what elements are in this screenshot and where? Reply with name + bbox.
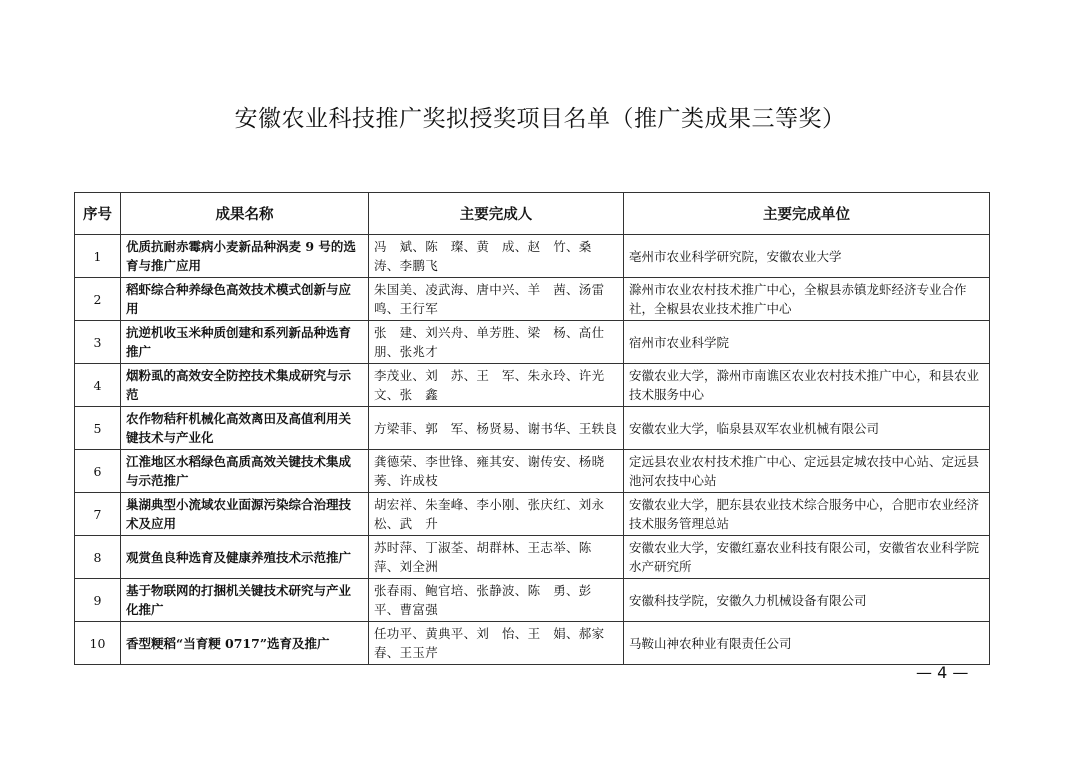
row-units: 滁州市农业农村技术推广中心，全椒县赤镇龙虾经济专业合作社，全椒县农业技术推广中心 xyxy=(624,278,990,321)
row-index: 8 xyxy=(75,536,121,579)
row-people: 龚德荣、李世锋、雍其安、谢传安、杨晓莠、许成枝 xyxy=(369,450,624,493)
table-header-row xyxy=(75,193,990,235)
row-units: 安徽科技学院，安徽久力机械设备有限公司 xyxy=(624,579,990,622)
row-units: 宿州市农业科学院 xyxy=(624,321,990,364)
page-number: — 4 — xyxy=(916,663,969,682)
row-project-name: 江淮地区水稻绿色高质高效关键技术集成与示范推广 xyxy=(121,450,369,493)
row-units: 定远县农业农村技术推广中心、定远县定城农技中心站、定远县池河农技中心站 xyxy=(624,450,990,493)
table-row xyxy=(75,235,990,278)
row-index: 4 xyxy=(75,364,121,407)
row-units: 亳州市农业科学研究院，安徽农业大学 xyxy=(624,235,990,278)
award-table xyxy=(74,192,990,665)
row-people: 张 建、刘兴舟、单芳胜、梁 杨、高仕朋、张兆才 xyxy=(369,321,624,364)
row-project-name: 烟粉虱的高效安全防控技术集成研究与示范 xyxy=(121,364,369,407)
row-people: 苏时萍、丁淑荃、胡群林、王志举、陈 萍、刘全洲 xyxy=(369,536,624,579)
table-row xyxy=(75,450,990,493)
row-units: 安徽农业大学，滁州市南谯区农业农村技术推广中心，和县农业技术服务中心 xyxy=(624,364,990,407)
row-index: 5 xyxy=(75,407,121,450)
table-row xyxy=(75,407,990,450)
header-index: 序号 xyxy=(75,193,121,235)
row-units: 安徽农业大学，临泉县双军农业机械有限公司 xyxy=(624,407,990,450)
table-row xyxy=(75,278,990,321)
row-project-name: 巢湖典型小流域农业面源污染综合治理技术及应用 xyxy=(121,493,369,536)
row-people: 任功平、黄典平、刘 怡、王 娟、郝家春、王玉芹 xyxy=(369,622,624,665)
row-project-name: 抗逆机收玉米种质创建和系列新品种选育推广 xyxy=(121,321,369,364)
row-index: 9 xyxy=(75,579,121,622)
row-index: 3 xyxy=(75,321,121,364)
row-project-name: 优质抗耐赤霉病小麦新品种涡麦 9 号的选育与推广应用 xyxy=(121,235,369,278)
row-units: 安徽农业大学，肥东县农业技术综合服务中心，合肥市农业经济技术服务管理总站 xyxy=(624,493,990,536)
table-row xyxy=(75,579,990,622)
document-title: 安徽农业科技推广奖拟授奖项目名单（推广类成果三等奖） xyxy=(234,106,846,132)
table-row xyxy=(75,536,990,579)
header-main-units: 主要完成单位 xyxy=(624,193,990,235)
row-project-name: 香型粳稻“当育粳 0717”选育及推广 xyxy=(121,622,369,665)
row-index: 6 xyxy=(75,450,121,493)
row-people: 方梁菲、郭 军、杨贤易、谢书华、王轶良 xyxy=(369,407,624,450)
table-row xyxy=(75,321,990,364)
row-people: 朱国美、凌武海、唐中兴、羊 茜、汤雷鸣、王行军 xyxy=(369,278,624,321)
row-project-name: 稻虾综合种养绿色高效技术模式创新与应用 xyxy=(121,278,369,321)
row-project-name: 基于物联网的打捆机关键技术研究与产业化推广 xyxy=(121,579,369,622)
row-people: 冯 斌、陈 璨、黄 成、赵 竹、桑 涛、李鹏飞 xyxy=(369,235,624,278)
row-index: 2 xyxy=(75,278,121,321)
table-row xyxy=(75,493,990,536)
header-project-name: 成果名称 xyxy=(121,193,369,235)
row-units: 马鞍山神农种业有限责任公司 xyxy=(624,622,990,665)
row-project-name: 观赏鱼良种选育及健康养殖技术示范推广 xyxy=(121,536,369,579)
row-project-name: 农作物秸秆机械化高效离田及高值利用关键技术与产业化 xyxy=(121,407,369,450)
row-people: 张春雨、鲍官培、张静波、陈 勇、彭 平、曹富强 xyxy=(369,579,624,622)
header-main-people: 主要完成人 xyxy=(369,193,624,235)
table-row xyxy=(75,364,990,407)
row-index: 10 xyxy=(75,622,121,665)
row-units: 安徽农业大学，安徽红嘉农业科技有限公司，安徽省农业科学院水产研究所 xyxy=(624,536,990,579)
row-index: 1 xyxy=(75,235,121,278)
table-row xyxy=(75,622,990,665)
row-people: 李茂业、刘 苏、王 军、朱永玲、许光文、张 鑫 xyxy=(369,364,624,407)
row-people: 胡宏祥、朱奎峰、李小刚、张庆红、刘永松、武 升 xyxy=(369,493,624,536)
row-index: 7 xyxy=(75,493,121,536)
